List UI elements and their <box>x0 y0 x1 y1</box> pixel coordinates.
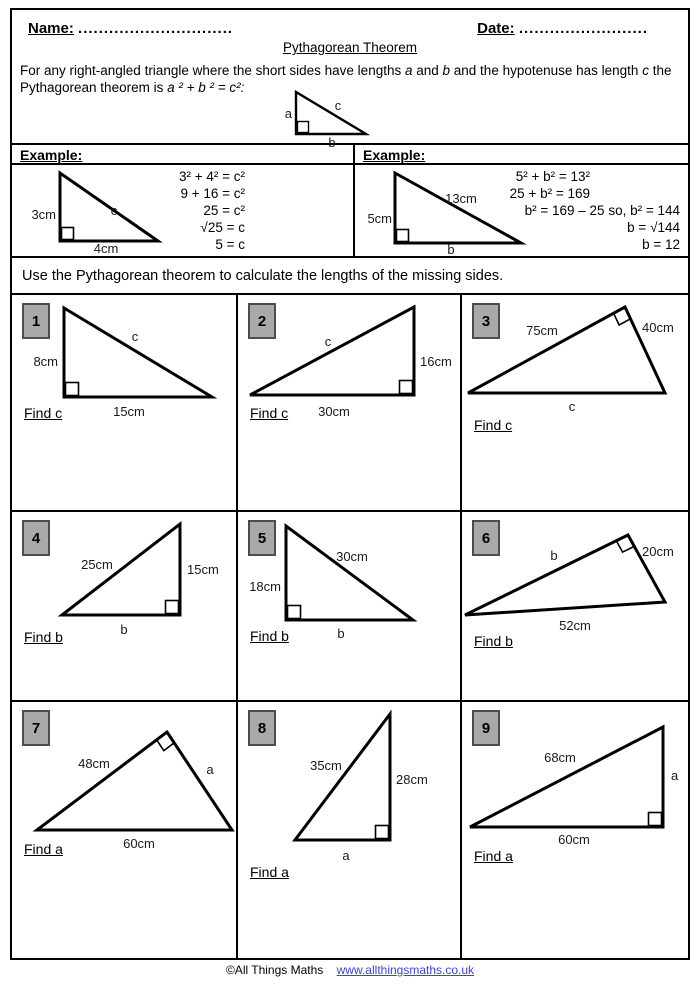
page-title: Pythagorean Theorem <box>282 40 418 55</box>
side-label: 68cm <box>544 750 576 765</box>
header-section <box>12 10 688 148</box>
problem-cell-4 <box>12 512 238 702</box>
problem-number-badge: 8 <box>248 710 276 746</box>
problem-number-badge: 2 <box>248 303 276 339</box>
problems-grid <box>12 295 688 958</box>
side-label: 40cm <box>642 320 674 335</box>
side-label: 60cm <box>123 836 155 851</box>
problem-number-badge: 7 <box>22 710 50 746</box>
side-label: 30cm <box>336 549 368 564</box>
side-label: 60cm <box>558 832 590 847</box>
problem-number-badge: 5 <box>248 520 276 556</box>
side-label: 30cm <box>318 404 350 419</box>
example-content <box>355 165 688 256</box>
side-label: 8cm <box>33 354 58 369</box>
side-label: c <box>334 98 342 113</box>
problem-cell-6 <box>462 512 688 702</box>
side-label: 20cm <box>642 544 674 559</box>
find-label: Find c <box>250 405 289 421</box>
side-label: 52cm <box>559 618 591 633</box>
example-label: Example: <box>12 145 353 165</box>
side-label: 16cm <box>420 354 452 369</box>
problem-cell-9 <box>462 702 688 958</box>
problem-number-badge: 9 <box>472 710 500 746</box>
side-label: b <box>328 135 336 148</box>
name-field <box>28 20 233 37</box>
name-blank: .............................. <box>78 20 234 37</box>
example-2-working <box>418 168 680 253</box>
problem-cell-3 <box>462 295 688 512</box>
problem-number-badge: 4 <box>22 520 50 556</box>
side-label: c <box>324 334 332 349</box>
intro-paragraph: For any right-angled triangle where the short sides have lengths a and b and the hypotenuse has length c the Pythagorean theorem is a ² + b ² = c²: <box>20 63 672 95</box>
find-label: Find a <box>24 841 63 857</box>
equation-line: 5² + b² = 13² <box>515 169 590 184</box>
side-label: 5cm <box>367 211 392 226</box>
copyright-text: ©All Things Maths <box>225 963 324 977</box>
date-label: Date: <box>477 20 515 37</box>
instruction-text: Use the Pythagorean theorem to calculate the lengths of the missing sides. <box>12 258 688 295</box>
find-label: Find c <box>24 405 63 421</box>
example-label: Example: <box>355 145 688 165</box>
find-label: Find b <box>474 633 513 649</box>
side-label: a <box>284 106 292 121</box>
side-label: 35cm <box>310 758 342 773</box>
side-label: 3cm <box>31 207 56 222</box>
problem-cell-8 <box>238 702 462 958</box>
intro-triangle-diagram <box>284 86 404 148</box>
name-date-row <box>12 10 688 37</box>
side-label: 18cm <box>249 579 281 594</box>
problem-cell-7 <box>12 702 238 958</box>
side-label: 48cm <box>78 756 110 771</box>
examples-section <box>12 145 688 258</box>
example-2 <box>353 145 688 256</box>
equation-line: b = 12 <box>642 237 680 252</box>
date-field <box>477 20 648 37</box>
side-label: 75cm <box>526 323 558 338</box>
side-label: c <box>131 329 139 344</box>
problem-cell-5 <box>238 512 462 702</box>
date-blank: ......................... <box>518 20 648 37</box>
side-label: 4cm <box>93 241 119 254</box>
example-1-working <box>95 168 245 253</box>
problem-number-badge: 1 <box>22 303 50 339</box>
equation-line: 9 + 16 = c² <box>180 186 245 201</box>
name-label: Name: <box>28 20 74 37</box>
find-label: Find b <box>24 629 63 645</box>
side-label: 15cm <box>187 562 219 577</box>
side-label: 25cm <box>81 557 113 572</box>
side-label: c <box>110 203 118 218</box>
side-label: b <box>120 622 128 637</box>
side-label: b <box>550 548 558 563</box>
find-label: Find a <box>474 848 513 864</box>
side-label: b <box>447 242 455 254</box>
equation-line: b² = 169 – 25 so, b² = 144 <box>524 203 680 218</box>
equation-line: √25 = c <box>200 220 245 235</box>
example-1 <box>12 145 353 256</box>
find-label: Find c <box>474 417 513 433</box>
website-link[interactable]: www.allthingsmaths.co.uk <box>336 963 475 977</box>
footer <box>0 963 700 977</box>
problem-number-badge: 6 <box>472 520 500 556</box>
worksheet-border <box>10 8 690 960</box>
equation-line: 3² + 4² = c² <box>178 169 245 184</box>
find-label: Find a <box>250 864 289 880</box>
equation-line: 25 + b² = 169 <box>509 186 590 201</box>
side-label: b <box>337 626 345 641</box>
side-label: 28cm <box>396 772 428 787</box>
problem-cell-1 <box>12 295 238 512</box>
problem-number-badge: 3 <box>472 303 500 339</box>
side-label: 15cm <box>113 404 145 419</box>
side-label: 13cm <box>445 191 477 206</box>
equation-line: 25 = c² <box>203 203 245 218</box>
equation-line: 5 = c <box>215 237 245 252</box>
find-label: Find b <box>250 628 289 644</box>
side-label: a <box>671 768 679 783</box>
equation-line: b = √144 <box>627 220 680 235</box>
example-content <box>12 165 353 256</box>
problem-cell-2 <box>238 295 462 512</box>
side-label: c <box>568 399 576 414</box>
side-label: a <box>342 848 350 863</box>
side-label: a <box>206 762 214 777</box>
